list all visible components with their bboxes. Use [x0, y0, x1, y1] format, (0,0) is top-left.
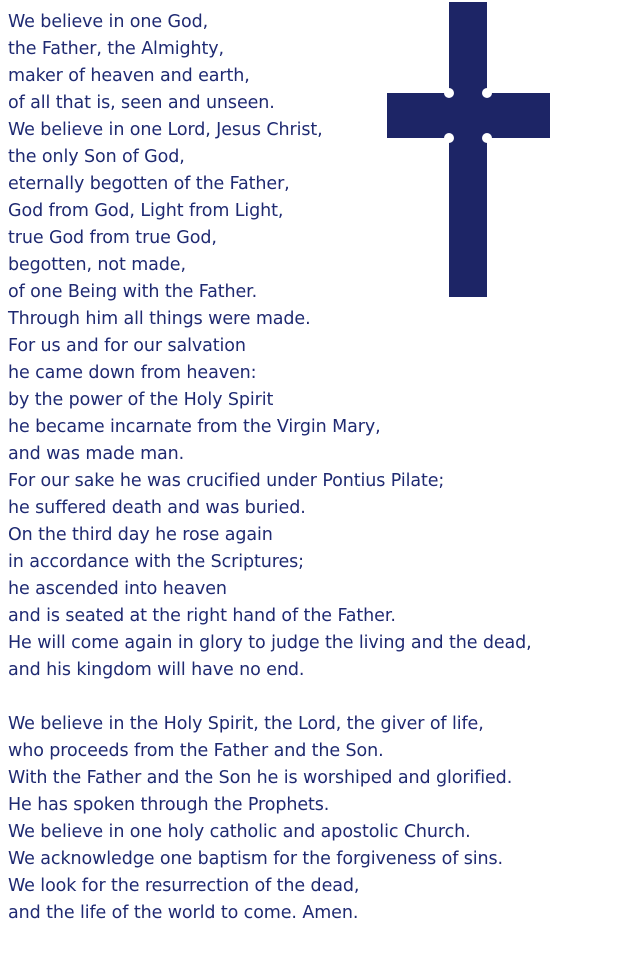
creed-line: On the third day he rose again — [8, 525, 273, 545]
creed-line: and the life of the world to come. Amen. — [8, 903, 359, 923]
creed-line: Through him all things were made. — [8, 309, 311, 329]
creed-line: he suffered death and was buried. — [8, 498, 306, 518]
creed-line: he came down from heaven: — [8, 363, 257, 383]
creed-line: who proceeds from the Father and the Son. — [8, 741, 384, 761]
creed-line: and his kingdom will have no end. — [8, 660, 305, 680]
creed-line: He has spoken through the Prophets. — [8, 795, 330, 815]
creed-line: by the power of the Holy Spirit — [8, 390, 274, 410]
creed-line: in accordance with the Scriptures; — [8, 552, 304, 572]
stanza-gap — [8, 684, 618, 711]
creed-line: the only Son of God, — [8, 147, 185, 167]
creed-line: maker of heaven and earth, — [8, 66, 250, 86]
creed-line: With the Father and the Son he is worshiped and glorified. — [8, 768, 513, 788]
creed-line: We look for the resurrection of the dead, — [8, 876, 360, 896]
creed-line: We acknowledge one baptism for the forgiveness of sins. — [8, 849, 503, 869]
creed-line: We believe in one God, — [8, 12, 209, 32]
creed-line: of all that is, seen and unseen. — [8, 93, 275, 113]
creed-stanza-2 — [8, 711, 618, 927]
creed-line: the Father, the Almighty, — [8, 39, 225, 59]
creed-line: and was made man. — [8, 444, 185, 464]
creed-text — [8, 9, 618, 927]
creed-line: We believe in one holy catholic and apostolic Church. — [8, 822, 471, 842]
creed-line: For our sake he was crucified under Pontius Pilate; — [8, 471, 445, 491]
creed-line: true God from true God, — [8, 228, 217, 248]
creed-line: For us and for our salvation — [8, 336, 246, 356]
creed-line: eternally begotten of the Father, — [8, 174, 290, 194]
creed-line: We believe in the Holy Spirit, the Lord, the giver of life, — [8, 714, 484, 734]
creed-line: We believe in one Lord, Jesus Christ, — [8, 120, 323, 140]
creed-line: He will come again in glory to judge the living and the dead, — [8, 633, 532, 653]
creed-stanza-1 — [8, 9, 618, 684]
creed-line: God from God, Light from Light, — [8, 201, 284, 221]
creed-line: and is seated at the right hand of the Father. — [8, 606, 396, 626]
creed-line: he ascended into heaven — [8, 579, 227, 599]
creed-line: he became incarnate from the Virgin Mary, — [8, 417, 381, 437]
creed-line: of one Being with the Father. — [8, 282, 258, 302]
creed-line: begotten, not made, — [8, 255, 186, 275]
